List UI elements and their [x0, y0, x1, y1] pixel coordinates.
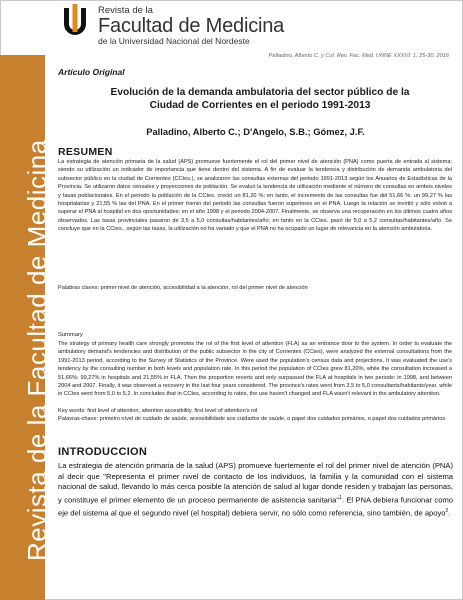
side-band-text: Revista de la Facultad de Medicina	[22, 139, 52, 561]
brand-line2: Facultad de Medicina	[98, 15, 285, 37]
article-type: Artículo Original	[58, 67, 125, 77]
summary-palavras: Palavras-chave: primeiro nível de cuidado de saúde, acessibilidade aos cuidados de saúde, o papel dos cuidados primários, o papel dos cuidados primários	[58, 416, 446, 422]
intro-ref-2: 2	[445, 507, 449, 514]
summary-keywords-block	[58, 407, 452, 423]
summary-heading: Summary	[58, 332, 83, 338]
university-logo-icon	[60, 4, 90, 40]
introduccion-heading: INTRODUCCION	[58, 446, 148, 458]
introduccion-body	[58, 461, 453, 519]
resumen-body: La estrategia de atención primaria de la salud (APS) promueve fuertemente el rol del primer nivel de atención (PNA) como puerta de entrada al sistema; siendo su utilización un indicador de importancia que tiene dentro del sistema. A fin de evaluar la tendencia y distribución de demanda ambulatoria del subsector público en la ciudad de Corrientes (CCtes.), se analizaron las consultas externas del periodo 1991-2013 según los Anuarios de Estadísticas de la Provincia. Se utilizaron datos censales y proyecciones de población. Se evaluó la tendencia de utilización mediante el número de consultas en ambos niveles y tasas poblacionales. En el periodo la población de la CCtes. creció un 81,20 %; en tanto, el incremento de las consultas fue del 51,66 %: un 99,27 % las hospitalarias y 21,55 % las del PNA. En el primer trienio del periodo las consultas fueron superiores en el PNA. Luego la relación se invirtió y sólo volvió a superar el PNA al hospital en dos oportunidades: en el año 1998 y el periodo 2004-2007. Finalmente, se observa una recuperación en los últimos cuatro años observados. Las tasas provinciales pasaron de 3,5 a 5,0 consultas/habitantes/año; en tanto en la CCtes. pasó de 5,0 a 5,2 consultas/habitantes/año. Se concluye que en la CCtes., según las tasas, la utilización no ha variado y que el PNA no ha ocupado un lugar de relevancia en la atención ambulatoria.	[58, 159, 452, 233]
citation: Palladino, Alberto C. y Col. Rev. Fac. Med. UNNE XXXVI: 1, 25-30, 2016	[268, 53, 449, 59]
intro-text-part3: .	[448, 508, 451, 518]
intro-ref-1: 1	[339, 494, 342, 501]
summary-body: The strategy of primary health care strongly promotes the rol of the first level of attention (FLA) as an entrance door to the system. In order to evaluate the ambulatory demand's tendencies and distribution of the public subsector in the city of Corrientes (CCtes), were analyzed the external consultations from the 1991-2013 period, according to the Survey of Statistics of the Province. Were used the population's census data and projections. It was evaluated the use's tendency by the consulting number in both levels and population rate. In this period the population of CCtes grew 81,20%, while the consultation increased a 51,66%: 99,27% in hospitals and 21,55% in FLA. Then the proportion reverts and only surpassed the FLA at hospitals in two periods: in 1998, and between 2004 and 2007. Finally, it was observed a recovery in the last four years considered. The province's rates went from 3,5 to 5,0 consultants/habitants/year, while in CCtes went from 5,0 to 5,2. In concludes that in CCtes, according to rates, the use haven't changed and FLA wasn't relevant in the ambulatory attention.	[58, 341, 452, 398]
article-title: Evolución de la demanda ambulatoria del sector público de la Ciudad de Corrientes en el periodo 1991-2013	[110, 87, 410, 111]
authors: Palladino, Alberto C.; D'Angelo, S.B.; Gómez, J.F.	[146, 126, 365, 137]
journal-brand	[98, 5, 284, 46]
summary-keywords: Key words: first level of attention, attention accesibility, first level of attention's rol	[58, 408, 258, 414]
side-band	[0, 55, 52, 600]
resumen-keywords: Palabras claves: primer nivel de atención, accesibilidad a la atención, rol del primer nivel de atención	[58, 285, 308, 291]
brand-line3: de la Universidad Nacional del Nordeste	[98, 36, 250, 46]
intro-text-part1: La estrategia de atención primaria de la salud (APS) promueve fuertemente el rol del primer nivel de atención (PNA) al decir que "Representa el primer nivel de contacto de los individuos, la familia y la comunidad con el sistema nacional de salud, llevando lo más cerca posible la atención de salud al lugar donde residen y trabajan las personas, y constituye el primer elemento de un proceso permanente de asistencia sanitaria"	[58, 461, 453, 505]
intro-text-part2: . El PNA debiera funcionar como eje del sistema al que el segundo nivel (el hospital) debiera servir, no sólo como referencia, sino también, de apoyo	[58, 495, 453, 518]
resumen-heading: RESUMEN	[58, 146, 113, 158]
brand-line1: Revista de la	[98, 5, 153, 16]
